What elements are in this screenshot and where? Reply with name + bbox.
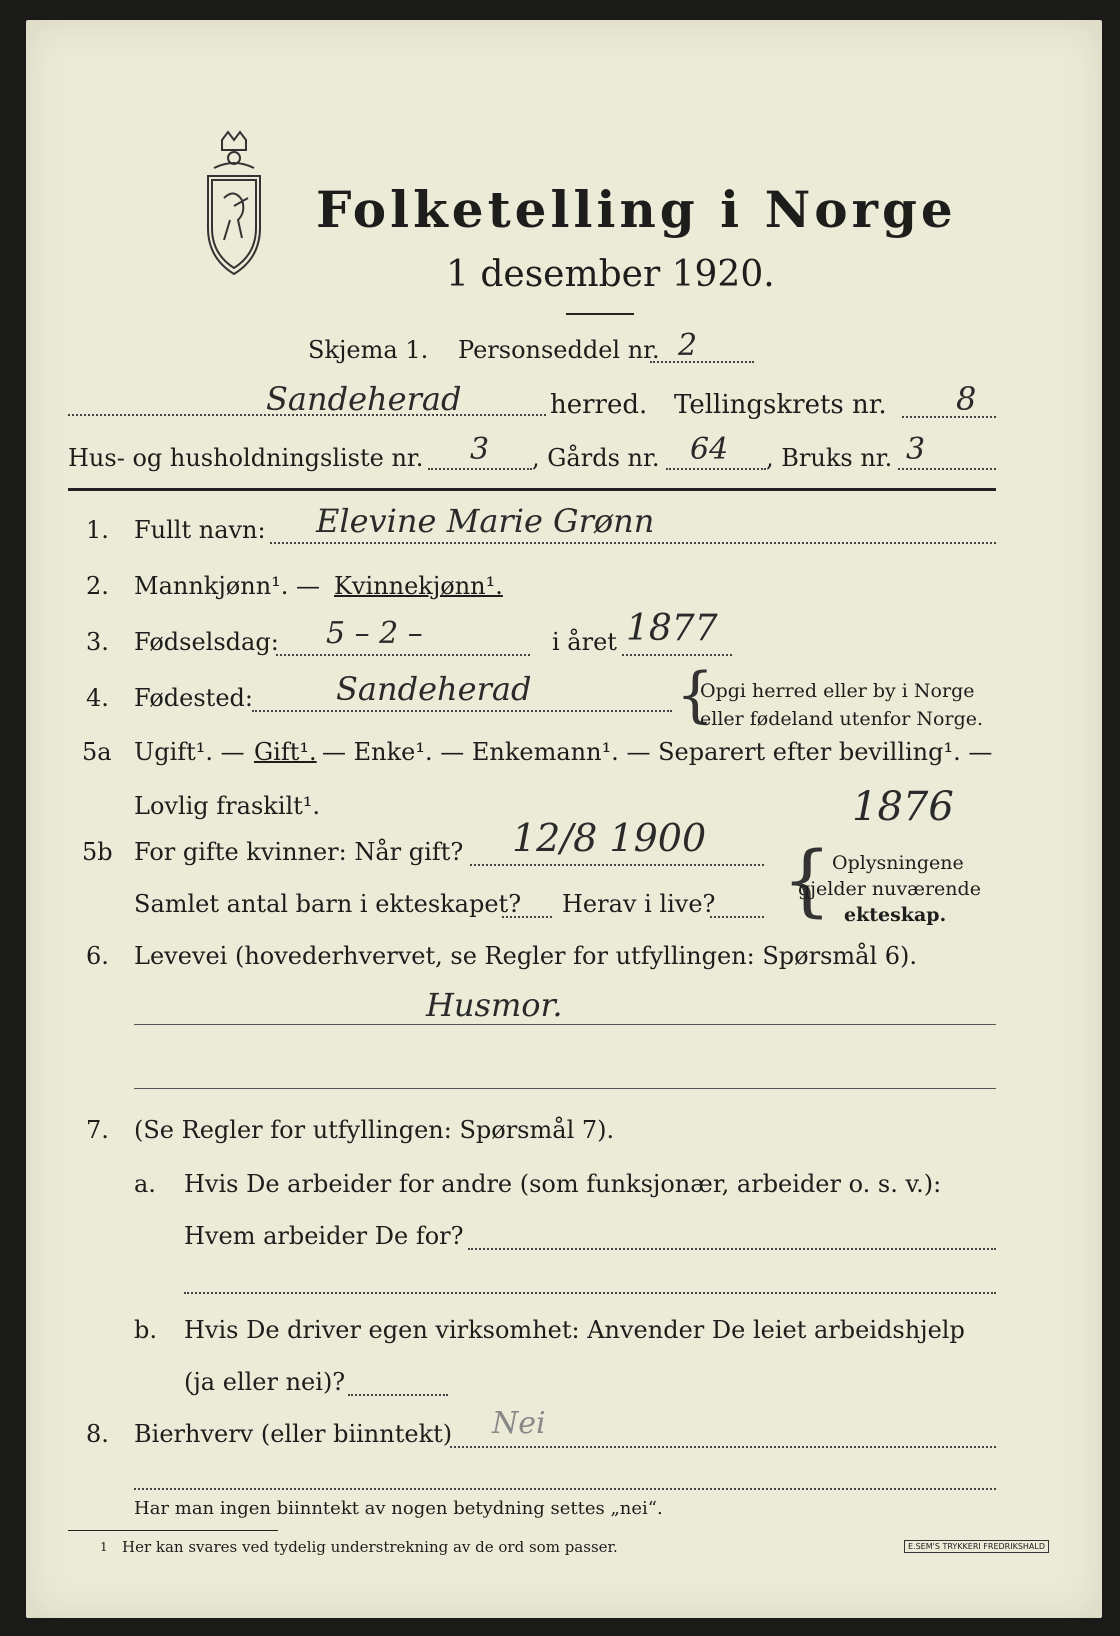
q5a-lovlig: Lovlig fraskilt¹.: [134, 792, 321, 820]
q3-aret-value: 1877: [626, 608, 718, 649]
q4-field: [252, 710, 672, 712]
q5b-number: 5b: [82, 838, 113, 866]
q6-line-1: [134, 1024, 996, 1025]
header-divider: [68, 488, 996, 491]
footer-divider: [68, 1530, 278, 1531]
q2-mann: Mannkjønn¹. —: [134, 572, 321, 600]
tellingskrets-field: [902, 416, 996, 418]
q8-field-2: [134, 1488, 996, 1490]
q7b-number: b.: [134, 1316, 157, 1344]
bruks-value: 3: [906, 432, 926, 467]
q7-number: 7.: [86, 1116, 109, 1144]
q8-number: 8.: [86, 1420, 109, 1448]
q5b-label-2: Samlet antal barn i ekteskapet?: [134, 890, 522, 918]
skjema-label: Skjema 1.: [308, 336, 429, 364]
q5b-field-1: [470, 864, 764, 866]
q4-note-2: eller fødeland utenfor Norge.: [700, 708, 984, 730]
q5b-field-3: [710, 916, 764, 918]
q5b-label-3: Herav i live?: [562, 890, 716, 918]
personseddel-field: [650, 361, 754, 363]
herred-label: herred.: [550, 390, 648, 420]
q1-number: 1.: [86, 516, 109, 544]
q7a-text-2: Hvem arbeider De for?: [184, 1222, 464, 1250]
footnote-text: Her kan svares ved tydelig understrekning av de ord som passer.: [122, 1538, 618, 1556]
q4-value: Sandeherad: [336, 670, 532, 708]
q2-kvinne: [334, 572, 503, 600]
bruks-label: , Bruks nr.: [766, 444, 893, 472]
q5b-brace: {: [782, 836, 832, 926]
q4-number: 4.: [86, 684, 109, 712]
q8-label: Bierhverv (eller biinntekt): [134, 1420, 453, 1448]
footer-note: Har man ingen biinntekt av nogen betydning settes „nei“.: [134, 1498, 663, 1519]
bruks-field: [898, 468, 996, 470]
q5b-note-1: Oplysningene: [832, 852, 964, 874]
personseddel-label: Personseddel nr.: [458, 336, 660, 364]
q6-value: Husmor.: [426, 986, 563, 1024]
herred-value: Sandeherad: [266, 380, 462, 418]
gards-value: 64: [690, 432, 729, 467]
q5a-gift-text: Gift¹.: [254, 738, 317, 766]
q5b-label-1: For gifte kvinner: Når gift?: [134, 838, 464, 866]
q5b-field-2: [502, 916, 552, 918]
q2-kvinne-text: Kvinnekjønn¹.: [334, 572, 503, 600]
footnote-number: 1: [100, 1540, 108, 1554]
q7-label: (Se Regler for utfyllingen: Spørsmål 7).: [134, 1116, 615, 1144]
q6-line-2: [134, 1088, 996, 1089]
q4-label: Fødested:: [134, 684, 253, 712]
gards-label: , Gårds nr.: [532, 444, 660, 472]
q5a-gift: [254, 738, 317, 766]
gards-field: [666, 468, 766, 470]
tellingskrets-value: 8: [956, 380, 977, 418]
title-divider: [566, 313, 634, 315]
q7a-field-2: [184, 1292, 996, 1294]
census-form: [26, 20, 1102, 1618]
q8-value: Nei: [492, 1406, 546, 1441]
q1-field: [270, 542, 996, 544]
hus-value: 3: [470, 432, 490, 467]
q3-number: 3.: [86, 628, 109, 656]
q7b-text: Hvis De driver egen virksomhet: Anvender De leiet arbeidshjelp: [184, 1316, 965, 1344]
q3-aret-field: [622, 654, 732, 656]
q5a-rest: — Enke¹. — Enkemann¹. — Separert efter bevilling¹. —: [322, 738, 993, 766]
q5a-number: 5a: [82, 738, 112, 766]
printer-stamp: E.SEM'S TRYKKERI FREDRIKSHALD: [904, 1540, 1049, 1553]
q3-aret-label: i året: [552, 628, 617, 656]
q5b-note-2: gjelder nuværende: [798, 878, 981, 900]
q1-value: Elevine Marie Grønn: [316, 502, 655, 540]
q4-brace: {: [676, 660, 715, 730]
q3-value: 5 – 2 –: [326, 616, 423, 651]
q1-label: Fullt navn:: [134, 516, 266, 544]
tellingskrets-label: Tellingskrets nr.: [674, 390, 887, 420]
personseddel-value: 2: [678, 328, 698, 363]
norwegian-coat-of-arms-icon: [194, 128, 274, 280]
hus-field: [428, 468, 532, 470]
q7b-field: [348, 1394, 448, 1396]
q4-note-1: Opgi herred eller by i Norge: [700, 680, 975, 702]
q7a-number: a.: [134, 1170, 156, 1198]
census-date: 1 desember 1920.: [446, 254, 775, 295]
q3-field: [276, 654, 530, 656]
q5a-margin-note: 1876: [852, 784, 954, 830]
q7a-text: Hvis De arbeider for andre (som funksjonær, arbeider o. s. v.):: [184, 1170, 942, 1198]
q3-label: Fødselsdag:: [134, 628, 279, 656]
q5b-note-3: ekteskap.: [844, 904, 947, 926]
form-title: Folketelling i Norge: [316, 180, 957, 239]
hus-label: Hus- og husholdningsliste nr.: [68, 444, 424, 472]
q7a-field: [468, 1248, 996, 1250]
q2-number: 2.: [86, 572, 109, 600]
q5b-value-1: 12/8 1900: [512, 816, 707, 860]
q6-label: Levevei (hovederhvervet, se Regler for utfyllingen: Spørsmål 6).: [134, 942, 918, 970]
q8-field: [450, 1446, 996, 1448]
q7b-text-2: (ja eller nei)?: [184, 1368, 346, 1396]
q5a-ugift: Ugift¹. —: [134, 738, 245, 766]
q6-number: 6.: [86, 942, 109, 970]
